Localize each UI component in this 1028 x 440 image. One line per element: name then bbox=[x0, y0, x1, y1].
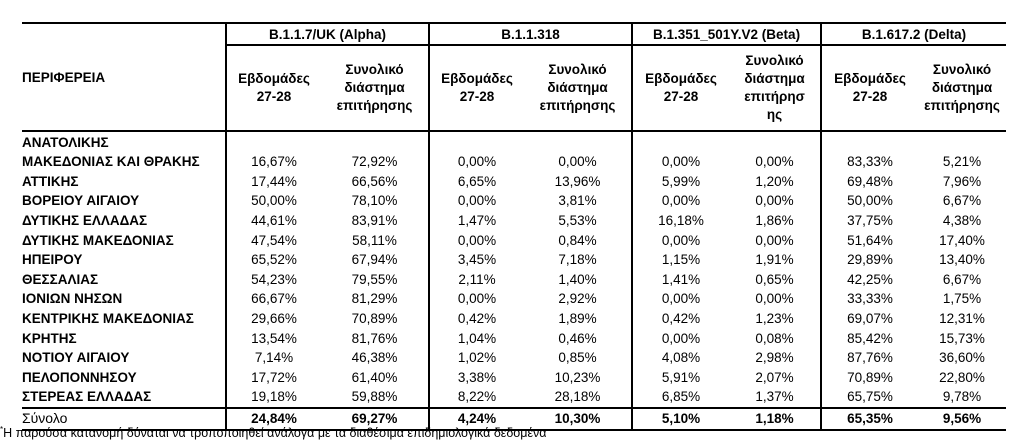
percentage-cell: 0,08% bbox=[755, 330, 794, 346]
percentage-cell: 17,44% bbox=[226, 172, 321, 192]
percentage-cell: 3,38% bbox=[429, 368, 524, 388]
table-body bbox=[22, 131, 1006, 430]
table-row bbox=[22, 387, 1006, 408]
subheader-line: 27-28 bbox=[256, 89, 292, 104]
footnote-text: Η παρούσα κατανομή δύναται να τροποποιηθεί ανάλογα με τα διαθέσιμα επιδημιολογικά δεδομένα bbox=[3, 426, 547, 440]
percentage-cell: 50,00% bbox=[821, 191, 918, 211]
percentage-cell: 65,52% bbox=[226, 250, 321, 270]
percentage-cell: 58,11% bbox=[352, 232, 397, 248]
percentage-cell: 0,00% bbox=[755, 291, 794, 307]
table-row bbox=[22, 250, 1006, 270]
table-row bbox=[22, 191, 1006, 211]
table-row bbox=[22, 172, 1006, 192]
variant-header-beta: B.1.351_501Y.V2 (Beta) bbox=[632, 23, 821, 45]
subheader-line: διάστημα bbox=[344, 80, 405, 95]
percentage-cell: 54,23% bbox=[226, 270, 321, 290]
footnote-marker: * bbox=[0, 425, 4, 434]
table-row bbox=[22, 230, 1006, 250]
percentage-cell: 0,85% bbox=[558, 350, 597, 366]
percentage-cell: 69,48% bbox=[821, 172, 918, 192]
percentage-cell: 46,38% bbox=[351, 350, 398, 366]
percentage-cell: 8,22% bbox=[429, 387, 524, 408]
percentage-cell: 1,89% bbox=[558, 311, 597, 327]
percentage-cell: 10,30% bbox=[524, 408, 632, 430]
percentage-cell: 4,38% bbox=[942, 213, 982, 229]
variant-header-b11318: B.1.1.318 bbox=[429, 23, 632, 45]
variant-distribution-table bbox=[22, 22, 1006, 431]
percentage-cell: 4,24% bbox=[429, 408, 524, 430]
percentage-cell: 33,33% bbox=[821, 289, 918, 309]
empty-cell bbox=[321, 131, 429, 152]
percentage-cell: 85,42% bbox=[821, 328, 918, 348]
percentage-cell: 0,00% bbox=[632, 289, 729, 309]
percentage-cell: 1,18% bbox=[729, 408, 821, 430]
region-name: ΚΕΝΤΡΙΚΗΣ ΜΑΚΕΔΟΝΙΑΣ bbox=[22, 311, 194, 327]
region-name-continuation-row bbox=[22, 131, 1006, 152]
percentage-cell: 1,15% bbox=[632, 250, 729, 270]
percentage-cell: 13,96% bbox=[554, 173, 601, 189]
percentage-cell: 87,76% bbox=[821, 348, 918, 368]
subheader-line: Εβδομάδες bbox=[238, 71, 310, 86]
subheader-line: επιτήρησης bbox=[539, 98, 616, 113]
percentage-cell: 70,89% bbox=[821, 368, 918, 388]
empty-cell bbox=[632, 131, 729, 152]
percentage-cell: 2,98% bbox=[755, 350, 794, 366]
subheader-line: διάστημα bbox=[744, 71, 805, 86]
subheader-weeks-beta bbox=[632, 45, 729, 131]
percentage-cell: 70,89% bbox=[351, 311, 398, 327]
percentage-cell: 1,20% bbox=[755, 173, 794, 189]
region-name: ΚΡΗΤΗΣ bbox=[22, 330, 77, 346]
percentage-cell: 13,40% bbox=[939, 252, 985, 268]
region-name: ΔΥΤΙΚΗΣ ΕΛΛΑΔΑΣ bbox=[22, 213, 148, 229]
percentage-cell: 0,00% bbox=[755, 232, 794, 248]
empty-cell bbox=[918, 131, 1006, 152]
empty-cell bbox=[729, 131, 821, 152]
region-name: Σύνολο bbox=[22, 408, 226, 430]
region-name: ΜΑΚΕΔΟΝΙΑΣ ΚΑΙ ΘΡΑΚΗΣ bbox=[22, 154, 200, 170]
empty-cell bbox=[429, 131, 524, 152]
empty-cell bbox=[821, 131, 918, 152]
table-row bbox=[22, 270, 1006, 290]
subheader-total-delta bbox=[918, 45, 1006, 131]
percentage-cell: 1,37% bbox=[755, 389, 794, 405]
table-row bbox=[22, 368, 1006, 388]
percentage-cell: 66,67% bbox=[226, 289, 321, 309]
percentage-cell: 0,00% bbox=[632, 230, 729, 250]
percentage-cell: 0,00% bbox=[632, 328, 729, 348]
subheader-line: ης bbox=[766, 107, 783, 122]
subheader-weeks-b11318 bbox=[429, 45, 524, 131]
subheader-line: Εβδομάδες bbox=[645, 71, 717, 86]
percentage-cell: 7,96% bbox=[942, 173, 982, 189]
percentage-cell: 61,40% bbox=[351, 369, 398, 385]
percentage-cell: 0,00% bbox=[429, 230, 524, 250]
percentage-cell: 7,18% bbox=[558, 252, 597, 268]
percentage-cell: 4,08% bbox=[632, 348, 729, 368]
region-name: ΙΟΝΙΩΝ ΝΗΣΩΝ bbox=[22, 291, 123, 307]
percentage-cell: 1,04% bbox=[429, 328, 524, 348]
percentage-cell: 3,45% bbox=[429, 250, 524, 270]
percentage-cell: 72,92% bbox=[351, 154, 398, 170]
percentage-cell: 5,99% bbox=[632, 172, 729, 192]
percentage-cell: 28,18% bbox=[554, 389, 601, 405]
percentage-cell: 0,00% bbox=[632, 152, 729, 172]
percentage-cell: 3,81% bbox=[558, 193, 597, 209]
empty-cell bbox=[226, 131, 321, 152]
region-name: ΝΟΤΙΟΥ ΑΙΓΑΙΟΥ bbox=[22, 350, 130, 366]
percentage-cell: 16,18% bbox=[632, 211, 729, 231]
percentage-cell: 7,14% bbox=[226, 348, 321, 368]
subheader-total-alpha bbox=[321, 45, 429, 131]
percentage-cell: 29,89% bbox=[821, 250, 918, 270]
percentage-cell: 37,75% bbox=[821, 211, 918, 231]
percentage-cell: 0,00% bbox=[429, 191, 524, 211]
percentage-cell: 1,02% bbox=[429, 348, 524, 368]
percentage-cell: 0,00% bbox=[755, 193, 794, 209]
percentage-cell: 0,42% bbox=[429, 309, 524, 329]
subheader-line: 27-28 bbox=[852, 89, 888, 104]
percentage-cell: 5,10% bbox=[632, 408, 729, 430]
subheader-total-beta bbox=[729, 45, 821, 131]
percentage-cell: 44,61% bbox=[226, 211, 321, 231]
percentage-cell: 81,76% bbox=[351, 330, 398, 346]
percentage-cell: 5,21% bbox=[942, 154, 982, 170]
table-row bbox=[22, 328, 1006, 348]
percentage-cell: 16,67% bbox=[226, 152, 321, 172]
percentage-cell: 19,18% bbox=[226, 387, 321, 408]
variant-header-delta: B.1.617.2 (Delta) bbox=[821, 23, 1006, 45]
percentage-cell: 0,00% bbox=[755, 154, 794, 170]
percentage-cell: 83,91% bbox=[351, 213, 398, 229]
percentage-cell: 29,66% bbox=[226, 309, 321, 329]
percentage-cell: 51,64% bbox=[821, 230, 918, 250]
percentage-cell: 10,23% bbox=[554, 369, 601, 385]
subheader-line: 27-28 bbox=[663, 89, 699, 104]
percentage-cell: 13,54% bbox=[226, 328, 321, 348]
percentage-cell: 1,41% bbox=[632, 270, 729, 290]
percentage-cell: 67,94% bbox=[351, 252, 398, 268]
percentage-cell: 0,42% bbox=[632, 309, 729, 329]
percentage-cell: 65,35% bbox=[821, 408, 918, 430]
empty-cell bbox=[524, 131, 632, 152]
percentage-cell: 0,46% bbox=[558, 330, 597, 346]
table-row bbox=[22, 289, 1006, 309]
percentage-cell: 1,86% bbox=[755, 213, 794, 229]
percentage-cell: 1,40% bbox=[558, 271, 597, 287]
table-row bbox=[22, 348, 1006, 368]
percentage-cell: 83,33% bbox=[821, 152, 918, 172]
subheader-line: Συνολικό bbox=[932, 62, 992, 77]
variant-header-alpha: B.1.1.7/UK (Alpha) bbox=[226, 23, 429, 45]
percentage-cell: 0,00% bbox=[558, 154, 597, 170]
percentage-cell: 12,31% bbox=[939, 311, 985, 327]
subheader-line: Συνολικό bbox=[548, 62, 607, 77]
percentage-cell: 9,56% bbox=[918, 408, 1006, 430]
subheader-total-b11318 bbox=[524, 45, 632, 131]
subheader-weeks-delta bbox=[821, 45, 918, 131]
percentage-cell: 78,10% bbox=[351, 193, 398, 209]
percentage-cell: 6,67% bbox=[942, 193, 982, 209]
percentage-cell: 22,80% bbox=[939, 369, 985, 385]
percentage-cell: 17,40% bbox=[939, 232, 985, 248]
subheader-line: επιτήρησης bbox=[336, 98, 413, 113]
percentage-cell: 36,60% bbox=[939, 350, 985, 366]
percentage-cell: 59,88% bbox=[351, 389, 398, 405]
percentage-cell: 5,91% bbox=[632, 368, 729, 388]
region-column-header: ΠΕΡΙΦΕΡΕΙΑ bbox=[22, 23, 226, 131]
percentage-cell: 9,78% bbox=[942, 389, 982, 405]
table-row bbox=[22, 309, 1006, 329]
percentage-cell: 24,84% bbox=[226, 408, 321, 430]
percentage-cell: 6,85% bbox=[632, 387, 729, 408]
percentage-cell: 6,65% bbox=[429, 172, 524, 192]
region-name: ΣΤΕΡΕΑΣ ΕΛΛΑΔΑΣ bbox=[22, 389, 152, 405]
region-name: ΒΟΡΕΙΟΥ ΑΙΓΑΙΟΥ bbox=[22, 193, 140, 209]
footnote bbox=[0, 425, 547, 440]
region-name: ΘΕΣΣΑΛΙΑΣ bbox=[22, 271, 99, 287]
region-name-line: ΑΝΑΤΟΛΙΚΗΣ bbox=[22, 134, 109, 150]
region-name: ΠΕΛΟΠΟΝΝΗΣΟΥ bbox=[22, 369, 137, 385]
percentage-cell: 0,84% bbox=[558, 232, 597, 248]
subheader-line: επιτήρησ bbox=[744, 89, 805, 104]
percentage-cell: 65,75% bbox=[821, 387, 918, 408]
percentage-cell: 2,07% bbox=[755, 369, 794, 385]
subheader-line: 27-28 bbox=[459, 89, 495, 104]
percentage-cell: 47,54% bbox=[226, 230, 321, 250]
percentage-cell: 5,53% bbox=[558, 213, 597, 229]
percentage-cell: 0,00% bbox=[632, 191, 729, 211]
subheader-line: επιτήρησης bbox=[924, 98, 1000, 113]
table-row bbox=[22, 152, 1006, 172]
percentage-cell: 0,65% bbox=[755, 271, 794, 287]
subheader-line: διάστημα bbox=[547, 80, 608, 95]
region-name: ΔΥΤΙΚΗΣ ΜΑΚΕΔΟΝΙΑΣ bbox=[22, 232, 174, 248]
subheader-line: Συνολικό bbox=[745, 53, 804, 68]
percentage-cell: 81,29% bbox=[351, 291, 398, 307]
subheader-line: Συνολικό bbox=[345, 62, 404, 77]
subheader-line: διάστημα bbox=[931, 80, 993, 95]
percentage-cell: 0,00% bbox=[429, 152, 524, 172]
percentage-cell: 42,25% bbox=[821, 270, 918, 290]
percentage-cell: 79,55% bbox=[351, 271, 398, 287]
percentage-cell: 1,47% bbox=[429, 211, 524, 231]
percentage-cell: 6,67% bbox=[942, 271, 982, 287]
percentage-cell: 2,11% bbox=[429, 270, 524, 290]
region-name: ΗΠΕΙΡΟΥ bbox=[22, 252, 83, 268]
percentage-cell: 1,91% bbox=[755, 252, 794, 268]
percentage-cell: 0,00% bbox=[429, 289, 524, 309]
percentage-cell: 69,27% bbox=[321, 408, 429, 430]
table-row bbox=[22, 211, 1006, 231]
percentage-cell: 2,92% bbox=[558, 291, 597, 307]
percentage-cell: 1,75% bbox=[942, 291, 982, 307]
percentage-cell: 17,72% bbox=[226, 368, 321, 388]
percentage-cell: 69,07% bbox=[821, 309, 918, 329]
subheader-line: Εβδομάδες bbox=[441, 71, 513, 86]
percentage-cell: 66,56% bbox=[351, 173, 398, 189]
subheader-line: Εβδομάδες bbox=[834, 71, 906, 86]
region-name: ΑΤΤΙΚΗΣ bbox=[22, 173, 79, 189]
subheader-weeks-alpha bbox=[226, 45, 321, 131]
percentage-cell: 15,73% bbox=[939, 330, 985, 346]
percentage-cell: 1,23% bbox=[755, 311, 794, 327]
percentage-cell: 50,00% bbox=[226, 191, 321, 211]
